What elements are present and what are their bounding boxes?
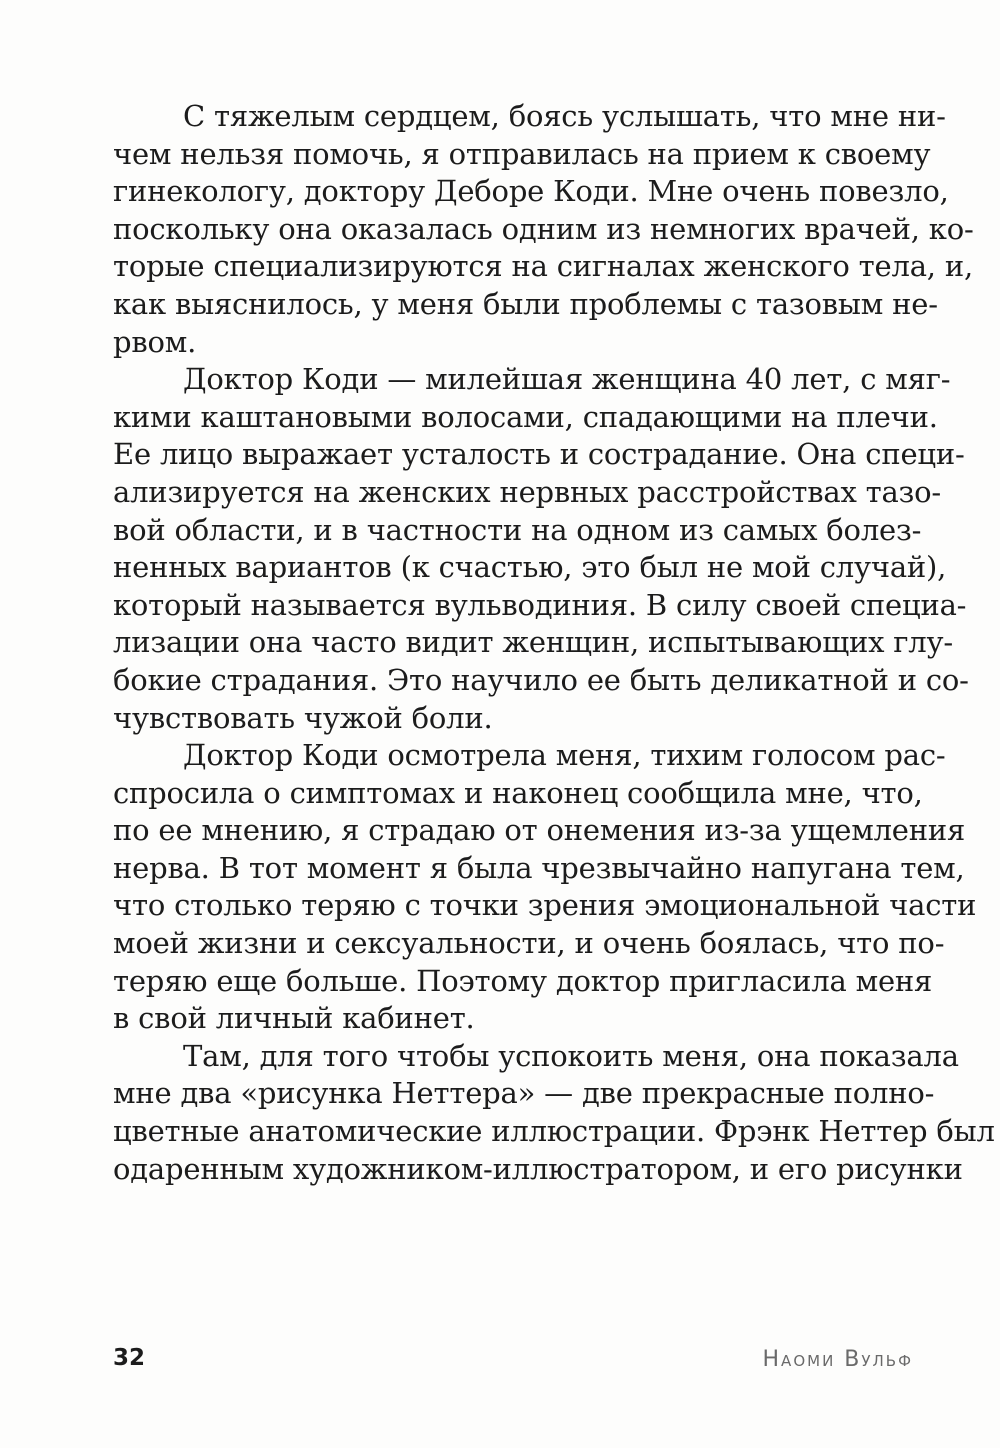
text-line: Там, для того чтобы успокоить меня, она показала	[183, 1038, 959, 1073]
text-line: ализируется на женских нервных расстройствах тазо-	[113, 474, 942, 509]
text-line: спросила о симптомах и наконец сообщила мне, что,	[113, 775, 923, 810]
text-line: торые специализируются на сигналах женского тела, и,	[113, 249, 973, 284]
text-line: вой области, и в частности на одном из самых болез-	[113, 512, 922, 547]
text-line: цветные анатомические иллюстрации. Фрэнк Неттер был	[113, 1114, 995, 1149]
text-line: по ее мнению, я страдаю от онемения из-за ущемления	[113, 813, 966, 848]
text-line: как выяснилось, у меня были проблемы с тазовым не-	[113, 286, 938, 321]
page-number: 32	[113, 1345, 146, 1371]
running-head-author: Наоми Вульф	[762, 1347, 913, 1372]
text-line: чем нельзя помочь, я отправилась на прием к своему	[113, 136, 931, 171]
body-text	[113, 98, 995, 1188]
page-footer	[113, 1345, 913, 1379]
text-line: что столько теряю с точки зрения эмоциональной части	[113, 888, 977, 923]
text-line: чувствовать чужой боли.	[113, 700, 493, 735]
text-line: Доктор Коди — милейшая женщина 40 лет, с мяг-	[183, 362, 951, 397]
text-line: рвом.	[113, 324, 197, 359]
text-line: Доктор Коди осмотрела меня, тихим голосом рас-	[183, 738, 946, 773]
text-line: С тяжелым сердцем, боясь услышать, что мне ни-	[183, 99, 946, 133]
text-line: который называется вульводиния. В силу своей специа-	[113, 587, 967, 622]
paragraph-1	[113, 98, 974, 361]
text-line: одаренным художником-иллюстратором, и его рисунки	[113, 1151, 963, 1186]
text-line: кими каштановыми волосами, спадающими на плечи.	[113, 399, 938, 434]
text-line: бокие страдания. Это научило ее быть деликатной и со-	[113, 662, 969, 697]
paragraph-2	[113, 361, 969, 737]
text-line: Ее лицо выражает усталость и сострадание. Она специ-	[113, 437, 965, 472]
text-line: лизации она часто видит женщин, испытывающих глу-	[113, 625, 953, 660]
text-line: в свой личный кабинет.	[113, 1001, 475, 1036]
text-line: моей жизни и сексуальности, и очень боялась, что по-	[113, 926, 945, 961]
paragraph-4	[113, 1038, 995, 1188]
paragraph-3	[113, 737, 977, 1038]
text-line: мне два «рисунка Неттера» — две прекрасные полно-	[113, 1076, 935, 1111]
text-line: теряю еще больше. Поэтому доктор пригласила меня	[113, 963, 933, 998]
text-line: ненных вариантов (к счастью, это был не мой случай),	[113, 550, 947, 585]
text-line: нерва. В тот момент я была чрезвычайно напугана тем,	[113, 850, 965, 885]
text-line: поскольку она оказалась одним из немногих врачей, ко-	[113, 211, 974, 246]
text-line: гинекологу, доктору Деборе Коди. Мне очень повезло,	[113, 174, 949, 209]
